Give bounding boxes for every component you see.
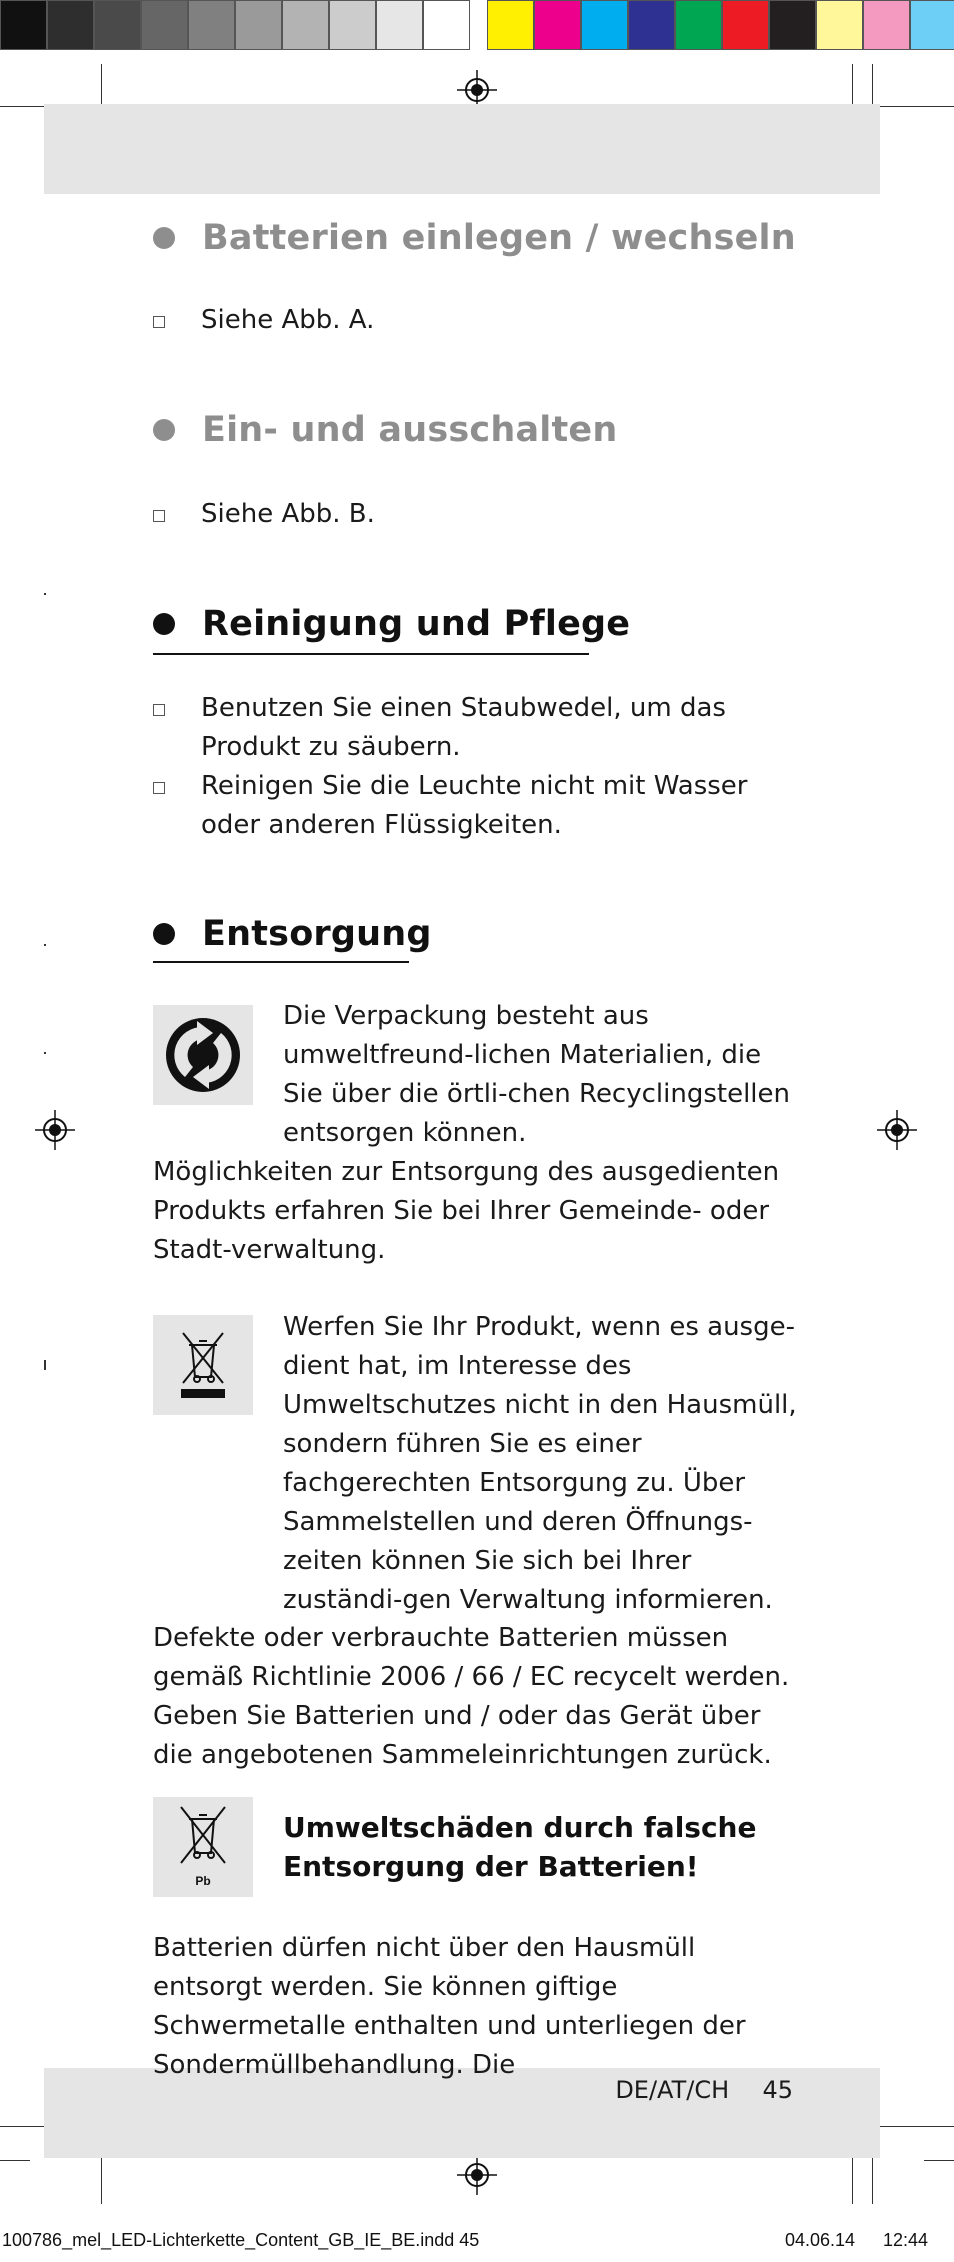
color-swatch (675, 0, 722, 50)
list-item-text: Reinigen Sie die Leuchte nicht mit Wasser oder anderen Flüssigkeiten. (201, 771, 748, 840)
recycling-icon-box (153, 1005, 253, 1105)
color-swatch (376, 0, 423, 50)
battery-recycling-paragraph: Defekte oder verbrauchte Batterien müssen gemäß Richtlinie 2006 / 66 / EC recycelt werden. Geben Sie Batterien und / oder das Gerät über die angebotenen Sammeleinrichtungen zurück. (153, 1623, 790, 1770)
process-color-bar (487, 0, 954, 50)
weee-icon-box (153, 1315, 253, 1415)
registration-mark-icon (877, 1110, 917, 1150)
crop-mark (872, 2126, 954, 2127)
section-title: Entsorgung (202, 914, 432, 954)
weee-paragraph: Werfen Sie Ihr Produkt, wenn es ausge-dient hat, im Interesse des Umweltschutzes nicht in den Hausmüll, sondern führen Sie es einer fachgerechten Entsorgung zu. Über Sammelstellen und deren Öffnungs-zeiten können Sie sich bei Ihrer zuständi-gen Verwaltung informieren. (283, 1312, 797, 1615)
grayscale-color-bar (0, 0, 470, 50)
side-mark (44, 1052, 46, 1054)
color-swatch (94, 0, 141, 50)
list-item (153, 495, 793, 534)
bullet-dot-icon (153, 613, 175, 635)
list-item-text: Benutzen Sie einen Staubwedel, um das Produkt zu säubern. (201, 693, 726, 762)
slug-date: 04.06.14 (785, 2230, 856, 2250)
color-swatch (0, 0, 47, 50)
section-heading-power (153, 410, 617, 450)
battery-hazard-paragraph: Batterien dürfen nicht über den Hausmüll entsorgt werden. Sie können giftige Schwermetalle enthalten und unterliegen der Sondermüllbehandlung. Die (153, 1933, 746, 2080)
color-swatch (816, 0, 863, 50)
section-heading-batteries (153, 218, 796, 258)
list-item-text: Siehe Abb. B. (201, 499, 375, 529)
green-dot-recycling-icon (153, 1005, 253, 1105)
battery-bin-icon-box (153, 1797, 253, 1897)
side-mark (44, 944, 46, 946)
section-heading-cleaning (153, 604, 630, 644)
color-swatch (581, 0, 628, 50)
color-swatch (141, 0, 188, 50)
color-swatch (722, 0, 769, 50)
side-mark (44, 593, 46, 595)
bullet-dot-icon (153, 227, 175, 249)
bullet-dot-icon (153, 419, 175, 441)
color-swatch (235, 0, 282, 50)
page-footer (615, 2076, 793, 2104)
header-band (44, 104, 880, 194)
color-swatch (863, 0, 910, 50)
list-item (153, 767, 793, 845)
checkbox-square-icon (153, 782, 165, 794)
packaging-paragraph: Die Verpackung besteht aus umweltfreund-lichen Materialien, die Sie über die örtli-chen Recyclingstellen entsorgen können. (283, 1001, 790, 1148)
battery-warning-title: Umweltschäden durch falsche Entsorgung der Batterien! (283, 1811, 757, 1883)
color-swatch (47, 0, 94, 50)
color-swatch (534, 0, 581, 50)
checkbox-square-icon (153, 510, 165, 522)
list-item (153, 689, 793, 767)
slug-filename: 100786_mel_LED-Lichterkette_Content_GB_IE_BE.indd 45 (2, 2230, 480, 2250)
slug-time: 12:44 (883, 2230, 929, 2250)
crossed-bin-icon (153, 1315, 253, 1415)
checkbox-square-icon (153, 704, 165, 716)
registration-mark-icon (35, 1110, 75, 1150)
crop-mark (924, 2160, 954, 2161)
section-title: Reinigung und Pflege (202, 604, 631, 644)
section-title: Batterien einlegen / wechseln (202, 218, 796, 258)
color-swatch (423, 0, 470, 50)
list-item-text: Siehe Abb. A. (201, 305, 375, 335)
crop-mark (872, 106, 954, 107)
bullet-dot-icon (153, 923, 175, 945)
crossed-bin-battery-icon (153, 1797, 253, 1897)
color-swatch (282, 0, 329, 50)
disposal-options-paragraph: Möglichkeiten zur Entsorgung des ausgedienten Produkts erfahren Sie bei Ihrer Gemeinde- oder Stadt-verwaltung. (153, 1157, 780, 1265)
heading-underline (153, 961, 409, 963)
heading-underline (153, 653, 589, 655)
list-item (153, 301, 793, 340)
color-swatch (769, 0, 816, 50)
color-swatch (628, 0, 675, 50)
color-swatch (188, 0, 235, 50)
color-swatch (487, 0, 534, 50)
section-heading-disposal (153, 914, 432, 954)
color-swatch (329, 0, 376, 50)
color-swatch (910, 0, 954, 50)
footer-region: DE/AT/CH (615, 2076, 730, 2104)
checkbox-square-icon (153, 316, 165, 328)
page-number: 45 (762, 2076, 793, 2104)
side-mark (44, 1360, 46, 1370)
registration-mark-icon (457, 2155, 497, 2195)
crop-mark (0, 2160, 30, 2161)
battery-icon-label: Pb (195, 1874, 211, 1888)
section-title: Ein- und ausschalten (202, 410, 618, 450)
